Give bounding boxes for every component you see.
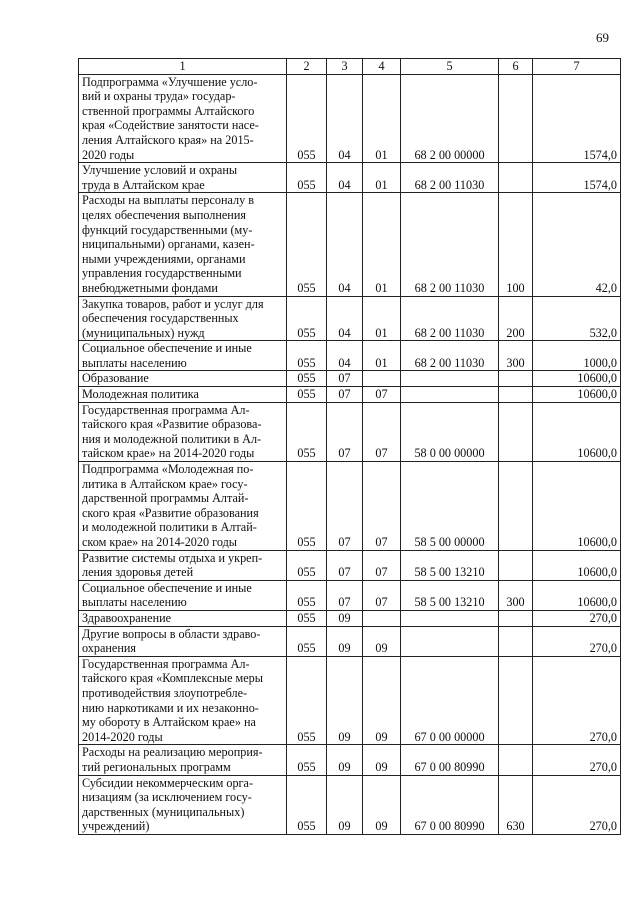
- row-amount: 532,0: [533, 296, 621, 341]
- row-subsection: 09: [363, 775, 401, 834]
- row-grbs: 055: [287, 193, 327, 296]
- row-name: Закупка товаров, работ и услуг для обеспечения государственных (муниципальных) нужд: [79, 296, 287, 341]
- row-target-article: 68 2 00 11030: [401, 163, 499, 193]
- row-expense-type: [499, 656, 533, 745]
- table-row: [79, 610, 621, 626]
- row-name: Субсидии некоммерческим орга- низациям (за исключением госу- дарственных (муниципальных) учреждений): [79, 775, 287, 834]
- row-target-article: 58 0 00 00000: [401, 402, 499, 461]
- table-row: [79, 193, 621, 296]
- row-name: Развитие системы отдыха и укреп- ления здоровья детей: [79, 550, 287, 580]
- row-amount: 10600,0: [533, 402, 621, 461]
- row-expense-type: [499, 610, 533, 626]
- row-subsection: 07: [363, 402, 401, 461]
- row-section: 04: [327, 193, 363, 296]
- table-row: [79, 656, 621, 745]
- row-name: Социальное обеспечение и иные выплаты населению: [79, 580, 287, 610]
- row-section: 07: [327, 371, 363, 387]
- page-number: 69: [596, 30, 609, 45]
- row-amount: 42,0: [533, 193, 621, 296]
- row-name: Другие вопросы в области здраво- охранения: [79, 626, 287, 656]
- row-section: 09: [327, 610, 363, 626]
- row-expense-type: [499, 402, 533, 461]
- row-amount: 10600,0: [533, 580, 621, 610]
- row-subsection: 09: [363, 745, 401, 775]
- row-section: 09: [327, 656, 363, 745]
- row-expense-type: 200: [499, 296, 533, 341]
- row-section: 04: [327, 74, 363, 163]
- row-name: Государственная программа Ал- тайского края «Развитие образова- ния и молодежной политики в Ал- тайском крае» на 2014-2020 годы: [79, 402, 287, 461]
- row-name: Подпрограмма «Молодежная по- литика в Алтайском крае» госу- дарственной программы Алтай- ского края «Развитие образования и молодежной политики в Алтай- ском крае» на 2014-2020 годы: [79, 462, 287, 551]
- row-subsection: 07: [363, 462, 401, 551]
- row-name: Образование: [79, 371, 287, 387]
- row-expense-type: 300: [499, 580, 533, 610]
- row-target-article: 68 2 00 11030: [401, 341, 499, 371]
- row-section: 07: [327, 580, 363, 610]
- row-amount: 10600,0: [533, 371, 621, 387]
- row-amount: 1574,0: [533, 74, 621, 163]
- table-row: [79, 550, 621, 580]
- row-subsection: 09: [363, 656, 401, 745]
- row-grbs: 055: [287, 626, 327, 656]
- table-row: [79, 745, 621, 775]
- row-amount: 270,0: [533, 745, 621, 775]
- budget-table: [78, 58, 621, 835]
- row-amount: 10600,0: [533, 387, 621, 403]
- table-row: [79, 775, 621, 834]
- row-expense-type: [499, 387, 533, 403]
- row-target-article: 67 0 00 80990: [401, 775, 499, 834]
- row-section: 07: [327, 550, 363, 580]
- row-subsection: 01: [363, 74, 401, 163]
- header-cell: 1: [79, 59, 287, 75]
- row-name: Улучшение условий и охраны труда в Алтайском крае: [79, 163, 287, 193]
- table-row: [79, 462, 621, 551]
- row-target-article: 58 5 00 13210: [401, 550, 499, 580]
- row-target-article: 67 0 00 80990: [401, 745, 499, 775]
- row-target-article: 68 2 00 11030: [401, 193, 499, 296]
- row-expense-type: 300: [499, 341, 533, 371]
- row-grbs: 055: [287, 387, 327, 403]
- row-name: Социальное обеспечение и иные выплаты населению: [79, 341, 287, 371]
- row-expense-type: [499, 462, 533, 551]
- row-target-article: 58 5 00 13210: [401, 580, 499, 610]
- row-section: 09: [327, 626, 363, 656]
- table-row: [79, 387, 621, 403]
- row-section: 09: [327, 775, 363, 834]
- row-subsection: 07: [363, 580, 401, 610]
- row-amount: 270,0: [533, 656, 621, 745]
- header-cell: 5: [401, 59, 499, 75]
- row-expense-type: 100: [499, 193, 533, 296]
- row-grbs: 055: [287, 775, 327, 834]
- row-amount: 270,0: [533, 626, 621, 656]
- row-section: 04: [327, 296, 363, 341]
- row-amount: 1000,0: [533, 341, 621, 371]
- table-row: [79, 341, 621, 371]
- row-target-article: [401, 387, 499, 403]
- row-subsection: 01: [363, 296, 401, 341]
- table-row: [79, 402, 621, 461]
- row-section: 04: [327, 163, 363, 193]
- header-cell: 4: [363, 59, 401, 75]
- row-subsection: 01: [363, 193, 401, 296]
- row-target-article: [401, 610, 499, 626]
- row-subsection: 01: [363, 163, 401, 193]
- row-section: 04: [327, 341, 363, 371]
- header-cell: 3: [327, 59, 363, 75]
- row-name: Молодежная политика: [79, 387, 287, 403]
- row-section: 07: [327, 462, 363, 551]
- row-grbs: 055: [287, 402, 327, 461]
- row-target-article: 67 0 00 00000: [401, 656, 499, 745]
- row-grbs: 055: [287, 341, 327, 371]
- row-subsection: [363, 610, 401, 626]
- row-grbs: 055: [287, 74, 327, 163]
- row-target-article: [401, 626, 499, 656]
- row-expense-type: [499, 745, 533, 775]
- row-subsection: 07: [363, 387, 401, 403]
- row-target-article: 58 5 00 00000: [401, 462, 499, 551]
- table-row: [79, 371, 621, 387]
- row-name: Расходы на выплаты персоналу в целях обеспечения выполнения функций государственными (му- ниципальными) органами, казен- ными учреждениями, органами управления государственными внебюджетными фондами: [79, 193, 287, 296]
- row-grbs: 055: [287, 580, 327, 610]
- row-grbs: 055: [287, 163, 327, 193]
- row-expense-type: [499, 163, 533, 193]
- row-amount: 270,0: [533, 610, 621, 626]
- row-amount: 10600,0: [533, 462, 621, 551]
- row-expense-type: 630: [499, 775, 533, 834]
- row-section: 07: [327, 387, 363, 403]
- row-name: Государственная программа Ал- тайского края «Комплексные меры противодействия злоупотребле- нию наркотиками и их незаконно- му обороту в Алтайском крае» на 2014-2020 годы: [79, 656, 287, 745]
- row-subsection: 07: [363, 550, 401, 580]
- row-subsection: 01: [363, 341, 401, 371]
- row-amount: 10600,0: [533, 550, 621, 580]
- row-grbs: 055: [287, 371, 327, 387]
- row-grbs: 055: [287, 296, 327, 341]
- header-cell: 7: [533, 59, 621, 75]
- row-amount: 270,0: [533, 775, 621, 834]
- row-target-article: [401, 371, 499, 387]
- row-subsection: 09: [363, 626, 401, 656]
- row-target-article: 68 2 00 11030: [401, 296, 499, 341]
- row-section: 07: [327, 402, 363, 461]
- row-expense-type: [499, 626, 533, 656]
- table-row: [79, 296, 621, 341]
- row-expense-type: [499, 550, 533, 580]
- row-expense-type: [499, 74, 533, 163]
- header-cell: 6: [499, 59, 533, 75]
- table-row: [79, 163, 621, 193]
- row-section: 09: [327, 745, 363, 775]
- row-grbs: 055: [287, 462, 327, 551]
- table-row: [79, 74, 621, 163]
- row-name: Подпрограмма «Улучшение усло- вий и охраны труда» государ- ственной программы Алтайского края «Содействие занятости насе- ления Алтайского края» на 2015- 2020 годы: [79, 74, 287, 163]
- row-subsection: [363, 371, 401, 387]
- header-row: [79, 59, 621, 75]
- table-row: [79, 626, 621, 656]
- row-grbs: 055: [287, 550, 327, 580]
- row-name: Расходы на реализацию мероприя- тий региональных программ: [79, 745, 287, 775]
- row-grbs: 055: [287, 610, 327, 626]
- header-cell: 2: [287, 59, 327, 75]
- row-target-article: 68 2 00 00000: [401, 74, 499, 163]
- row-name: Здравоохранение: [79, 610, 287, 626]
- row-grbs: 055: [287, 656, 327, 745]
- table-row: [79, 580, 621, 610]
- row-amount: 1574,0: [533, 163, 621, 193]
- row-grbs: 055: [287, 745, 327, 775]
- row-expense-type: [499, 371, 533, 387]
